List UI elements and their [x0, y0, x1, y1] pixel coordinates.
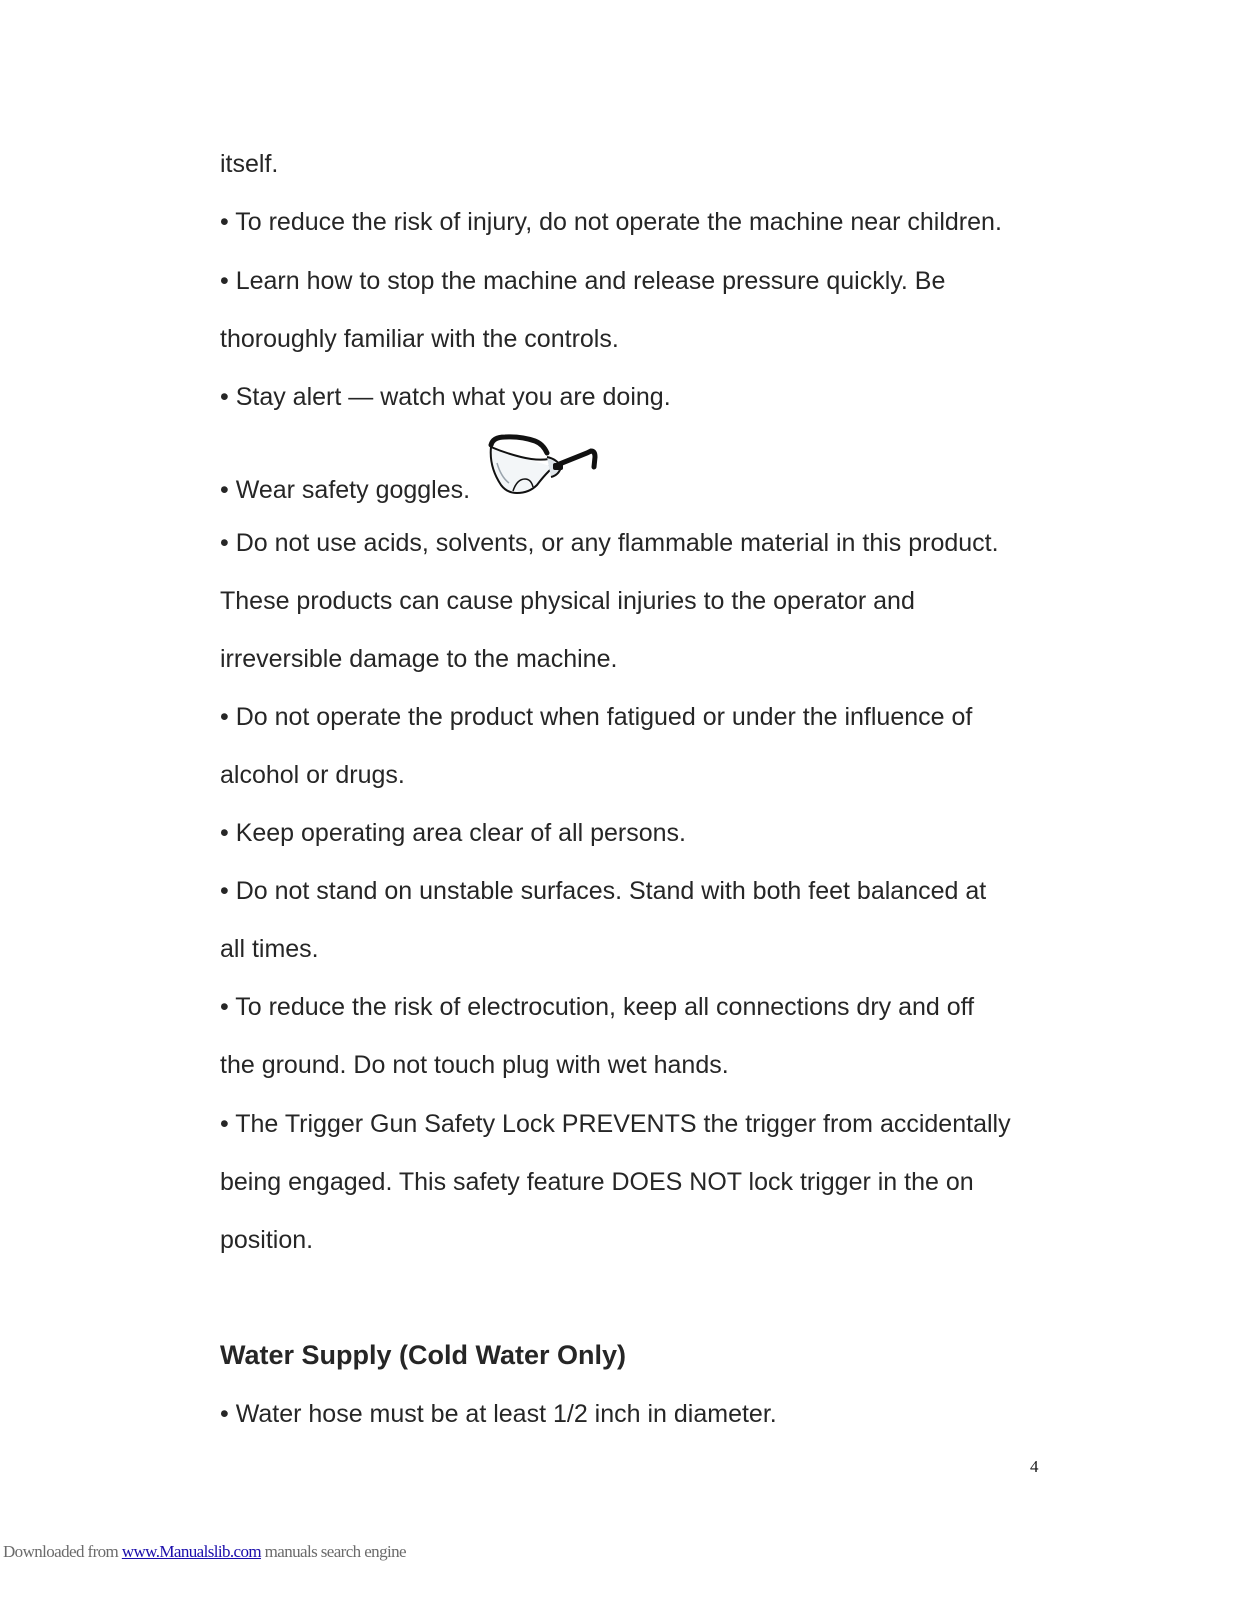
text-line: • Learn how to stop the machine and release pressure quickly. Be — [220, 267, 946, 295]
safety-goggles-icon — [487, 433, 599, 497]
text-line: • Water hose must be at least 1/2 inch in diameter. — [220, 1400, 777, 1428]
text-line: • Keep operating area clear of all persons. — [220, 819, 686, 847]
text-line: • Do not operate the product when fatigued or under the influence of — [220, 703, 973, 731]
text-line: position. — [220, 1226, 314, 1254]
text-line: • Do not use acids, solvents, or any flammable material in this product. — [220, 529, 999, 557]
text-line: alcohol or drugs. — [220, 761, 405, 789]
text-line: irreversible damage to the machine. — [220, 645, 618, 673]
download-footer — [3, 1541, 406, 1563]
text-line: • Stay alert — watch what you are doing. — [220, 383, 671, 411]
text-line: • Wear safety goggles. — [220, 476, 471, 504]
text-line: being engaged. This safety feature DOES NOT lock trigger in the on — [220, 1168, 974, 1196]
text-line: thoroughly familiar with the controls. — [220, 325, 619, 353]
text-line: These products can cause physical injuries to the operator and — [220, 587, 915, 615]
manualslib-link[interactable]: www.Manualslib.com — [121, 1542, 262, 1561]
footer-suffix: manuals search engine — [261, 1542, 406, 1561]
text-line: • To reduce the risk of electrocution, keep all connections dry and off — [220, 993, 975, 1021]
text-line: • The Trigger Gun Safety Lock PREVENTS the trigger from accidentally — [220, 1110, 1011, 1138]
text-line: • To reduce the risk of injury, do not operate the machine near children. — [220, 208, 1002, 236]
text-line: the ground. Do not touch plug with wet hands. — [220, 1051, 729, 1079]
text-line: itself. — [220, 150, 279, 178]
text-line: all times. — [220, 935, 319, 963]
footer-prefix: Downloaded from — [3, 1542, 122, 1561]
text-line: • Do not stand on unstable surfaces. Stand with both feet balanced at — [220, 877, 987, 905]
section-heading: Water Supply (Cold Water Only) — [220, 1340, 627, 1370]
page-number: 4 — [1030, 1457, 1039, 1476]
